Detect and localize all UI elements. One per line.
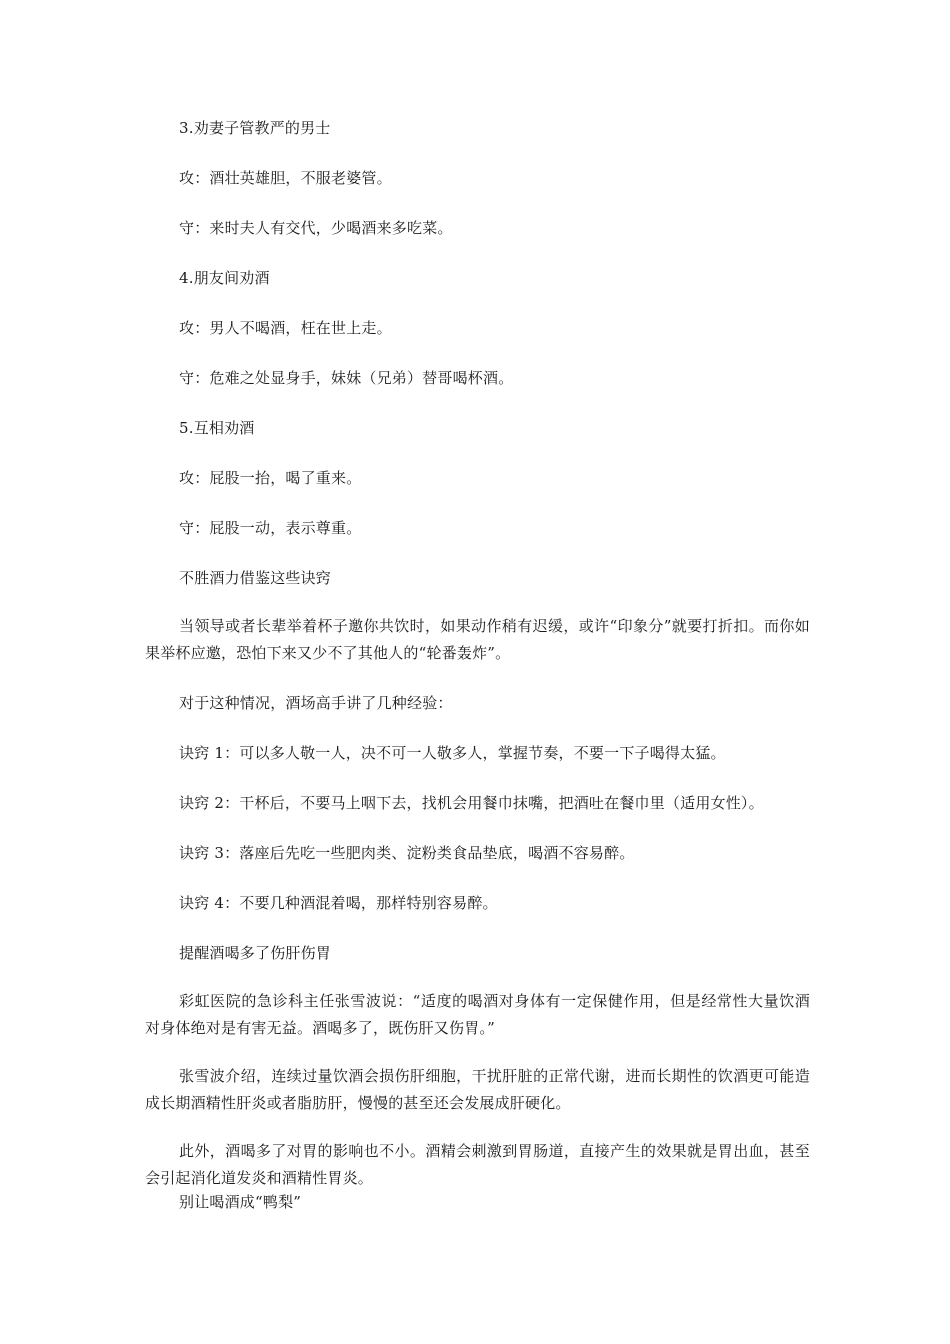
tip-3: 诀窍 3：落座后先吃一些肥肉类、淀粉类食品垫底，喝酒不容易醉。	[179, 844, 635, 862]
attack-line-wife: 攻：酒壮英雄胆，不服老婆管。	[179, 169, 392, 187]
section-heading-friends: 4.朋友间劝酒	[179, 269, 270, 287]
tip-1: 诀窍 1：可以多人敬一人，决不可一人敬多人，掌握节奏，不要一下子喝得太猛。	[179, 744, 726, 762]
section-heading-tips: 不胜酒力借鉴这些诀窍	[179, 569, 332, 587]
paragraph-liver-damage: 张雪波介绍，连续过量饮酒会损伤肝细胞，干扰肝脏的正常代谢，进而长期性的饮酒更可能造成长期酒精性肝炎或者脂肪肝，慢慢的甚至还会发展成肝硬化。	[145, 1067, 810, 1112]
section-heading-wife: 3.劝妻子管教严的男士	[179, 119, 331, 137]
tip-2: 诀窍 2：干杯后，不要马上咽下去，找机会用餐巾抹嘴，把酒吐在餐巾里（适用女性）。	[179, 794, 764, 812]
defense-line-friends: 守：危难之处显身手，妹妹（兄弟）替哥喝杯酒。	[179, 369, 514, 387]
tips-intro: 对于这种情况，酒场高手讲了几种经验：	[179, 694, 453, 712]
attack-line-friends: 攻：男人不喝酒，枉在世上走。	[179, 319, 392, 337]
tip-4: 诀窍 4：不要几种酒混着喝，那样特别容易醉。	[179, 894, 498, 912]
section-heading-health: 提醒酒喝多了伤肝伤胃	[179, 944, 332, 962]
paragraph-leader-toast: 当领导或者长辈举着杯子邀你共饮时，如果动作稍有迟缓，或许“印象分”就要打折扣。而你如果举杯应邀，恐怕下来又少不了其他人的“轮番轰炸”。	[145, 617, 810, 662]
paragraph-director-quote: 彩虹医院的急诊科主任张雪波说：“适度的喝酒对身体有一定保健作用，但是经常性大量饮酒对身体绝对是有害无益。酒喝多了，既伤肝又伤胃。”	[145, 992, 810, 1037]
defense-line-wife: 守：来时夫人有交代，少喝酒来多吃菜。	[179, 219, 453, 237]
section-heading-mutual: 5.互相劝酒	[179, 419, 255, 437]
closing-heading: 别让喝酒成“鸭梨”	[179, 1193, 302, 1211]
defense-line-mutual: 守：屁股一动，表示尊重。	[179, 519, 362, 537]
attack-line-mutual: 攻：屁股一抬，喝了重来。	[179, 469, 362, 487]
paragraph-stomach-damage: 此外，酒喝多了对胃的影响也不小。酒精会刺激到胃肠道，直接产生的效果就是胃出血，甚至会引起消化道发炎和酒精性胃炎。	[145, 1142, 810, 1187]
